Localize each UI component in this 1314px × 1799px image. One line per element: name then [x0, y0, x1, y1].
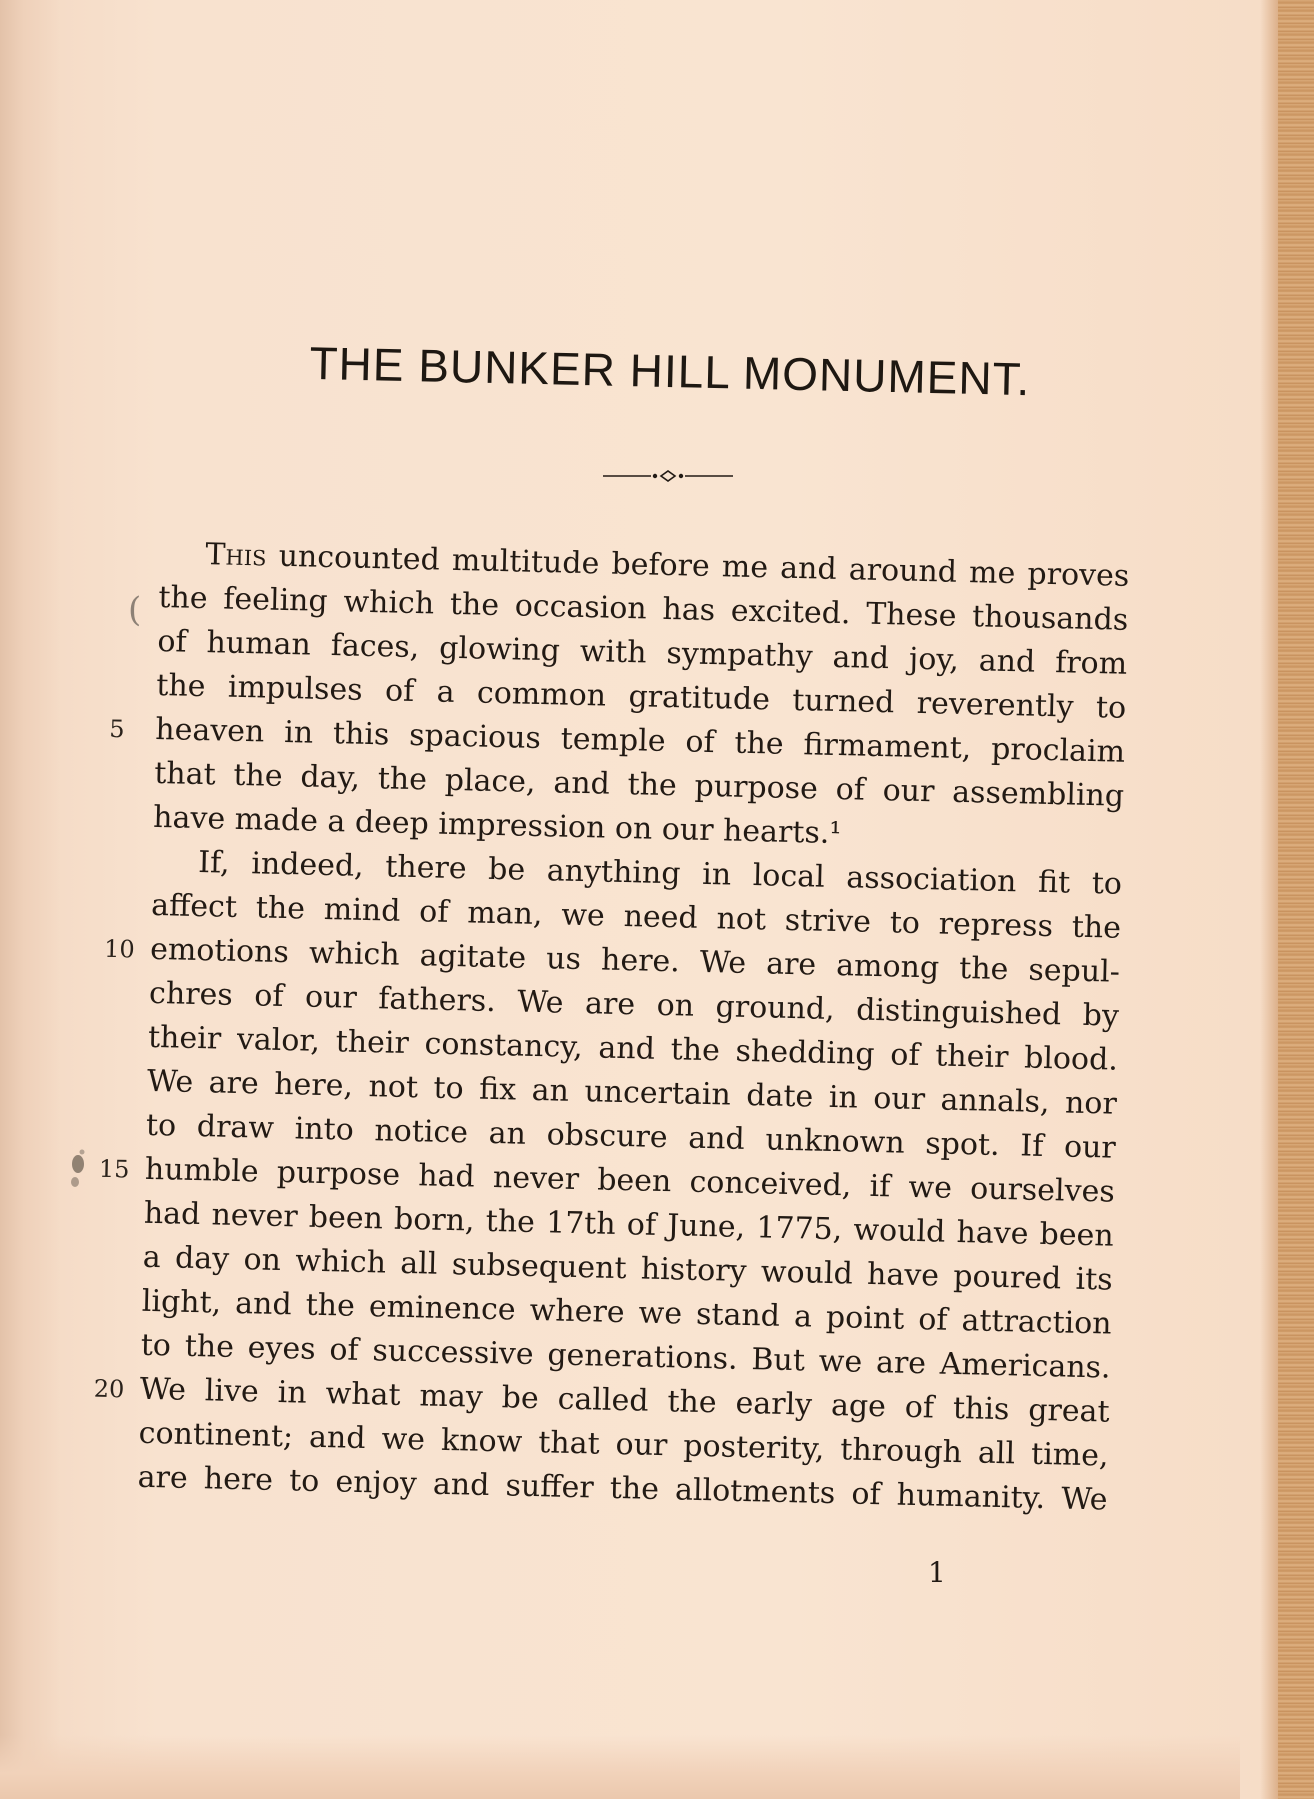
line-text: affect the mind of man, we need not strive to repress the: [150, 887, 1122, 946]
line-text: uncounted multitude before me and around me proves: [278, 538, 1130, 594]
line-text: the feeling which the occasion has excited. These thousands: [158, 579, 1129, 638]
line-text: If, indeed, there be anything in local association fit to: [197, 844, 1123, 902]
line-text: a day on which all subsequent history would have poured its: [142, 1239, 1114, 1298]
line-text: are here to enjoy and suffer the allotments of humanity. We: [137, 1459, 1108, 1518]
line-text: heaven in this spacious temple of the firmament, proclaim: [154, 711, 1126, 770]
page-bottom-edge: [0, 1735, 1240, 1799]
book-binding-edge: [1278, 0, 1314, 1799]
line-text: chres of our fathers. We are on ground, distinguished by: [148, 975, 1120, 1034]
line-text: that the day, the place, and the purpose of our assembling: [153, 755, 1125, 814]
line-text: emotions which agitate us here. We are among the sepul-: [149, 931, 1121, 990]
title-ornament: [603, 466, 733, 486]
line-number: 15: [98, 1154, 130, 1184]
line-text: their valor, their constancy, and the shedding of their blood.: [147, 1019, 1119, 1078]
drop-lead-word: This: [205, 537, 267, 574]
line-text: to the eyes of successive generations. But we are Americans.: [140, 1327, 1111, 1386]
line-number: 20: [93, 1374, 125, 1404]
line-number: 10: [103, 934, 136, 964]
line-text: had never been born, the 17th of June, 1775, would have been: [143, 1195, 1115, 1254]
line-text: light, and the eminence where we stand a point of attraction: [141, 1283, 1113, 1342]
line-text: continent; and we know that our posterity, through all time,: [138, 1415, 1109, 1474]
page-gutter: [0, 0, 60, 1799]
line-text: humble purpose had never been conceived, if we ourselves: [144, 1151, 1116, 1210]
binding-shadow: [1260, 0, 1278, 1799]
ink-stain-mark: [66, 1146, 90, 1196]
pencil-bracket-mark: (: [128, 590, 142, 630]
body-text: [93, 532, 1130, 1523]
line-text: to draw into notice an obscure and unknown spot. If our: [145, 1107, 1117, 1166]
line-text: the impulses of a common gratitude turned reverently to: [155, 667, 1127, 726]
page-title: THE BUNKER HILL MONUMENT.: [308, 336, 1032, 406]
line-text: have made a deep impression on our hearts.¹: [152, 799, 842, 852]
line-text: of human faces, glowing with sympathy and joy, and from: [157, 623, 1128, 682]
line-text: We live in what may be called the early age of this great: [139, 1371, 1110, 1430]
line-text: We are here, not to fix an uncertain date in our annals, nor: [146, 1063, 1118, 1122]
line-number: 5: [109, 714, 125, 744]
page-number: 1: [928, 1556, 946, 1589]
